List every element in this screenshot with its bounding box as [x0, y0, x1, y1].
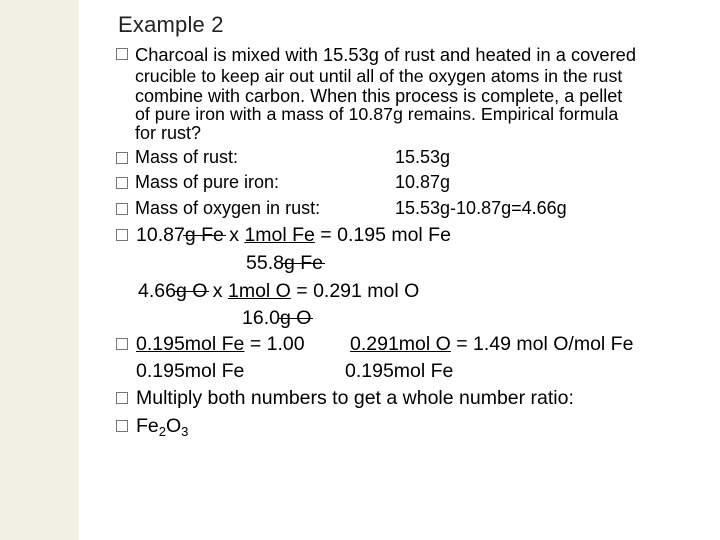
- bullet-box-icon: [116, 420, 128, 432]
- multiply-instruction: Multiply both numbers to get a whole number ratio:: [136, 387, 574, 409]
- mass-value: 10.87g: [395, 172, 451, 192]
- o-given-unit-cancelled: g O: [175, 280, 208, 302]
- formula-element-1: Fe: [136, 415, 159, 437]
- mass-label: Mass of oxygen in rust:: [135, 198, 321, 218]
- mass-value: 15.53g-10.87g=4.66g: [395, 198, 567, 218]
- ratio-fe-eq: = 1.00: [244, 333, 305, 355]
- ratio-o-denominator: 0.195mol Fe: [345, 360, 454, 382]
- fe-den-value: 55.8: [246, 252, 284, 274]
- formula-subscript-2: 3: [181, 424, 189, 439]
- intro-line: Charcoal is mixed with 15.53g of rust and heated in a covered: [135, 44, 636, 65]
- o-times: x: [207, 280, 228, 302]
- bullet-box-icon: [116, 229, 128, 241]
- o-denominator: [242, 308, 311, 328]
- o-given: 4.66: [138, 280, 176, 302]
- bullet-box-icon: [116, 338, 128, 350]
- left-sidebar-band: [0, 0, 79, 540]
- mass-label: Mass of pure iron:: [135, 172, 280, 192]
- o-den-value: 16.0: [242, 307, 280, 329]
- slide-title: Example 2: [118, 12, 224, 37]
- formula-subscript-1: 2: [158, 424, 166, 439]
- ratio-fe-denominator: 0.195mol Fe: [136, 360, 245, 382]
- ratio-fe-numerator: [136, 334, 305, 354]
- ratio-o-eq: = 1.49 mol O/mol Fe: [450, 333, 634, 355]
- ratio-fe-num: 0.195mol Fe: [136, 333, 245, 355]
- bullet-box-icon: [116, 48, 128, 60]
- fe-numerator: 1mol Fe: [244, 224, 315, 246]
- intro-line: for rust?: [135, 123, 202, 143]
- mass-value: 15.53g: [395, 147, 451, 167]
- fe-calculation: [136, 225, 451, 245]
- empirical-formula: [136, 415, 189, 439]
- fe-result: = 0.195 mol Fe: [314, 224, 451, 246]
- fe-denominator: [246, 253, 323, 273]
- intro-line: of pure iron with a mass of 10.87g remains. Empirical formula: [135, 104, 619, 124]
- intro-line: combine with carbon. When this process is complete, a pellet: [135, 86, 623, 106]
- ratio-o-num: 0.291mol O: [350, 333, 451, 355]
- bullet-box-icon: [116, 203, 128, 215]
- bullet-box-icon: [116, 152, 128, 164]
- bullet-box-icon: [116, 392, 128, 404]
- intro-line: crucible to keep air out until all of the oxygen atoms in the rust: [135, 66, 623, 86]
- o-calculation: [138, 281, 419, 301]
- ratio-o-numerator: [350, 334, 633, 354]
- fe-times: x: [223, 224, 245, 246]
- o-result: = 0.291 mol O: [290, 280, 420, 302]
- o-numerator: 1mol O: [227, 280, 291, 302]
- bullet-box-icon: [116, 177, 128, 189]
- fe-den-unit-cancelled: g Fe: [283, 252, 323, 274]
- formula-element-2: O: [166, 415, 182, 437]
- o-den-unit-cancelled: g O: [279, 307, 312, 329]
- fe-given-unit-cancelled: g Fe: [184, 224, 224, 246]
- fe-given: 10.87: [136, 224, 185, 246]
- mass-label: Mass of rust:: [135, 147, 239, 167]
